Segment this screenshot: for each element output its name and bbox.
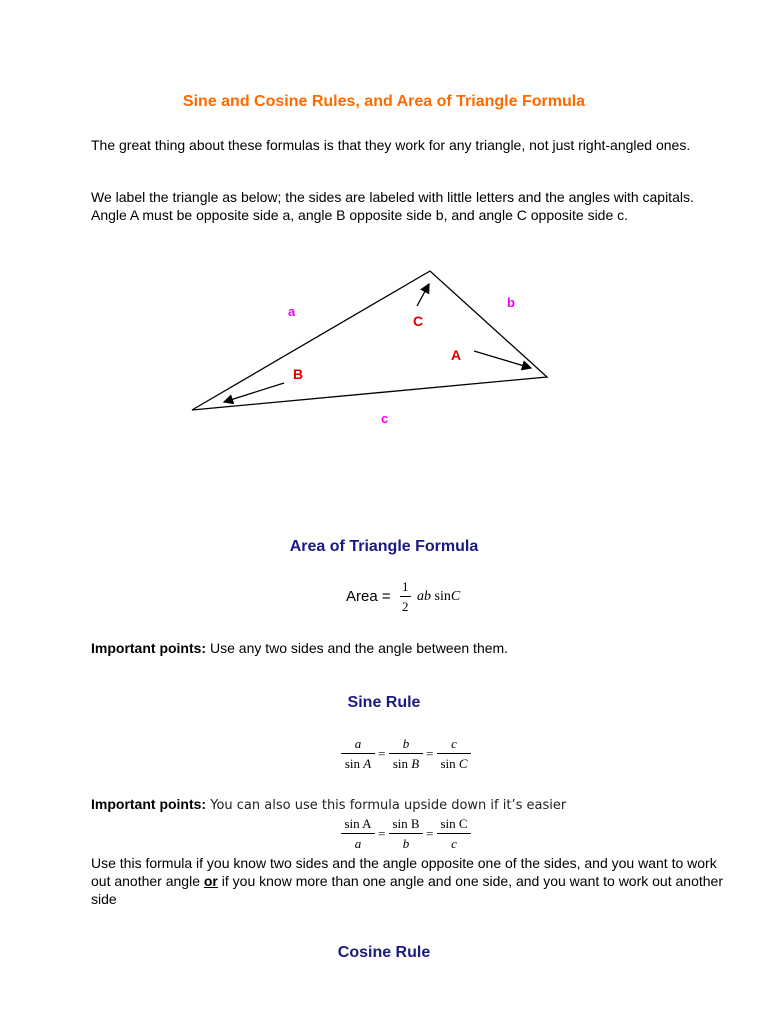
side-b-label: b <box>507 295 515 310</box>
fraction-bar <box>341 833 375 834</box>
fraction-bar <box>389 833 423 834</box>
sine-inv2-num: sin B <box>392 816 420 831</box>
document-title: Sine and Cosine Rules, and Area of Triangle Formula <box>182 93 586 110</box>
intro-paragraph-2: We label the triangle as below; the sides are labeled with little letters and the angles with capitals. Angle A must be opposite side a, angle B opposite side b, and angle C opposite side c. <box>91 189 694 223</box>
sine-heading: Sine Rule <box>347 694 421 711</box>
sine-f2-den <box>391 756 421 771</box>
sine-inverse-fraction-2 <box>389 816 423 851</box>
area-rhs-vars: ab <box>417 589 431 604</box>
sine-usage-text-2: if you know more than one angle and one side, and you want to work out another side <box>91 873 723 907</box>
sine-f3-den-fn: sin <box>440 756 456 771</box>
side-a-label: a <box>288 304 296 319</box>
equals-sign-1: = <box>378 746 386 761</box>
sine-f3-num: c <box>451 736 457 751</box>
sine-fraction-2 <box>389 736 423 771</box>
sine-inv1-den: a <box>354 836 362 851</box>
triangle-shape <box>192 271 547 410</box>
sine-note-text: You can also use this formula upside down if it’s easier <box>206 798 567 813</box>
sine-inv2-den: b <box>402 836 410 851</box>
fraction-bar <box>437 833 471 834</box>
fraction-bar <box>400 596 411 597</box>
fraction-bar <box>389 753 423 754</box>
sine-f1-num: a <box>354 736 362 751</box>
area-note-text: Use any two sides and the angle between them. <box>206 640 509 656</box>
area-frac-den: 2 <box>402 599 409 614</box>
triangle-diagram <box>0 0 768 450</box>
area-rhs-angle: C <box>450 589 461 604</box>
sine-f1-den <box>343 756 373 771</box>
sine-inv1-num: sin A <box>344 816 372 831</box>
sine-f3-den-var: C <box>458 756 468 771</box>
equals-sign-3: = <box>378 826 386 841</box>
sine-inv3-num: sin C <box>440 816 468 831</box>
area-rhs <box>417 589 460 605</box>
equals-sign-2: = <box>426 746 434 761</box>
sine-fraction-3 <box>437 736 471 771</box>
angle-c-arrow <box>417 284 429 306</box>
sine-note <box>91 796 566 813</box>
sine-f1-den-fn: sin <box>344 756 360 771</box>
area-heading: Area of Triangle Formula <box>289 538 479 555</box>
sine-inverse-fraction-1 <box>341 816 375 851</box>
fraction-bar <box>437 753 471 754</box>
area-note-label: Important points: <box>91 640 207 656</box>
area-note <box>91 640 508 656</box>
sine-inv3-den: c <box>451 836 457 851</box>
area-lhs: Area = <box>346 588 391 605</box>
area-rhs-fn: sin <box>434 589 451 604</box>
sine-note-label: Important points: <box>91 796 207 812</box>
cosine-heading: Cosine Rule <box>337 944 431 961</box>
sine-f1-den-var: A <box>363 756 372 771</box>
angle-b-label: B <box>293 366 304 382</box>
angle-c-label: C <box>413 313 424 329</box>
fraction-bar <box>341 753 375 754</box>
angle-a-label: A <box>451 347 462 363</box>
sine-usage-or: or <box>203 873 218 889</box>
sine-f2-num: b <box>402 736 410 751</box>
sine-f3-den <box>438 756 469 771</box>
sine-usage-text-1: Use this formula if you know two sides and the angle opposite one of the sides, and you want to work out another angle <box>91 855 717 889</box>
angle-a-arrow <box>474 351 531 368</box>
area-half-fraction <box>400 579 411 614</box>
side-c-label: c <box>381 411 389 426</box>
sine-f2-den-fn: sin <box>392 756 408 771</box>
sine-inverse-fraction-3 <box>437 816 471 851</box>
sine-usage-paragraph <box>91 854 731 908</box>
area-frac-num: 1 <box>402 579 409 594</box>
sine-f2-den-var: B <box>411 756 420 771</box>
sine-fraction-1 <box>341 736 375 771</box>
equals-sign-4: = <box>426 826 434 841</box>
intro-paragraph-1: The great thing about these formulas is that they work for any triangle, not just right-angled ones. <box>91 137 691 153</box>
